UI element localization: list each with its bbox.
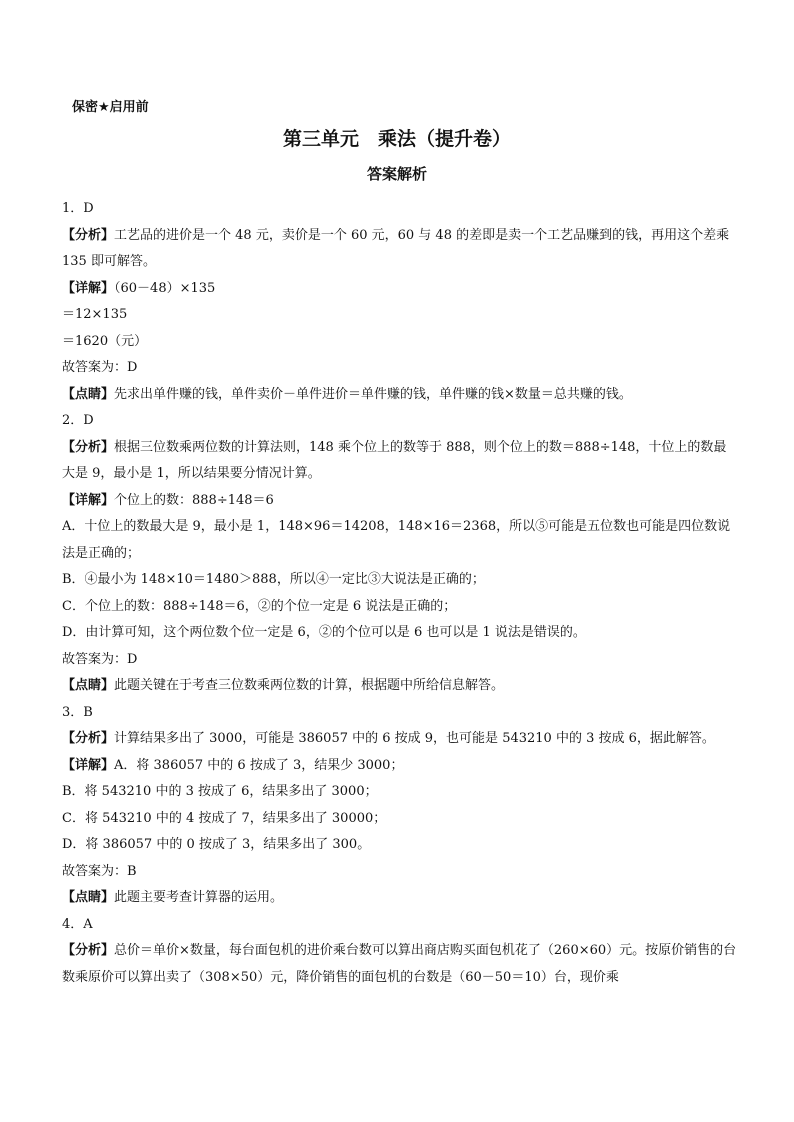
analysis-tag: 【分析】 [62,731,115,746]
q3-detail-text: A．将 386057 中的 6 按成了 3，结果少 3000； [114,757,404,773]
q1-detail-l2: ＝12×135 [62,307,128,322]
q1-comment-text: 先求出单件赚的钱，单件卖价－单件进价＝单件赚的钱，单件赚的钱×数量＝总共赚的钱。 [114,386,632,402]
q4-analysis [62,938,737,991]
answer-body [62,196,737,991]
q4-analysis-text: 总价＝单价×数量，每台面包机的进价乘台数可以算出商店购买面包机花了（260×60）元。按原价销售的台数乘原价可以算出卖了（308×50）元，降价销售的面包机的台数是（60－50＝10）台，现价乘 [62,943,737,985]
q2-analysis [62,435,737,488]
q3-detail [62,753,737,780]
comment-tag: 【点睛】 [62,890,115,905]
q3-analysis-text: 计算结果多出了 3000，可能是 386057 中的 6 按成 9，也可能是 543210 中的 3 按成 6，据此解答。 [114,731,715,746]
detail-tag: 【详解】 [62,492,115,508]
q2-answer: 故答案为：D [62,651,138,667]
q2-option-b: B．④最小为 148×10＝1480＞888，所以④一定比③大说法是正确的； [62,572,485,587]
q3-option-c: C．将 543210 中的 4 按成了 7，结果多出了 30000； [62,810,387,826]
q1-number: 1．D [62,201,94,216]
q1-detail-l3: ＝1620（元） [62,333,148,349]
q3-comment [62,885,737,912]
analysis-tag: 【分析】 [62,227,115,243]
detail-tag: 【详解】 [62,280,115,296]
q2-option-d: D．由计算可知，这个两位数个位一定是 6，②的个位可以是 6 也可以是 1 说法是错误的。 [62,625,586,640]
q2-comment-text: 此题关键在于考查三位数乘两位数的计算，根据题中所给信息解答。 [114,678,505,693]
q2-analysis-text: 根据三位数乘两位数的计算法则，148 乘个位上的数等于 888，则个位上的数＝888÷148，十位上的数最大是 9，最小是 1，所以结果要分情况计算。 [62,439,727,481]
q1-detail-l1: （60－48）×135 [114,280,216,296]
confidential-label: 保密★启用前 [72,100,149,115]
q1-detail [62,276,737,303]
q1-comment [62,382,737,409]
detail-tag: 【详解】 [62,757,115,773]
q2-detail-text: 个位上的数：888÷148＝6 [114,492,274,508]
q1-analysis-text: 工艺品的进价是一个 48 元，卖价是一个 60 元，60 与 48 的差即是卖一个工艺品赚到的钱，再用这个差乘 135 即可解答。 [62,227,730,269]
q2-comment [62,673,737,700]
page-subtitle: 答案解析 [366,165,427,183]
q1-analysis [62,223,737,276]
q1-answer: 故答案为：D [62,360,138,375]
q4-number: 4．A [62,916,93,932]
q3-analysis [62,726,737,753]
comment-tag: 【点睛】 [62,678,115,693]
q3-number: 3．B [62,704,93,720]
q2-option-c: C．个位上的数：888÷148＝6，②的个位一定是 6 说法是正确的； [62,598,457,614]
page-title: 第三单元 乘法（提升卷） [282,128,511,150]
q3-comment-text: 此题主要考查计算器的运用。 [114,890,284,905]
q3-option-b: B．将 543210 中的 3 按成了 6，结果多出了 3000； [62,784,378,799]
q3-option-d: D．将 386057 中的 0 按成了 3，结果多出了 300。 [62,837,371,852]
comment-tag: 【点睛】 [62,386,115,402]
analysis-tag: 【分析】 [62,943,115,958]
q2-detail [62,488,737,515]
q2-option-a: A．十位上的数最大是 9，最小是 1，148×96＝14208，148×16＝2368，所以⑤可能是五位数也可能是四位数说法是正确的； [62,519,731,561]
q2-number: 2．D [62,413,94,428]
analysis-tag: 【分析】 [62,439,115,455]
q3-answer: 故答案为：B [62,863,137,879]
